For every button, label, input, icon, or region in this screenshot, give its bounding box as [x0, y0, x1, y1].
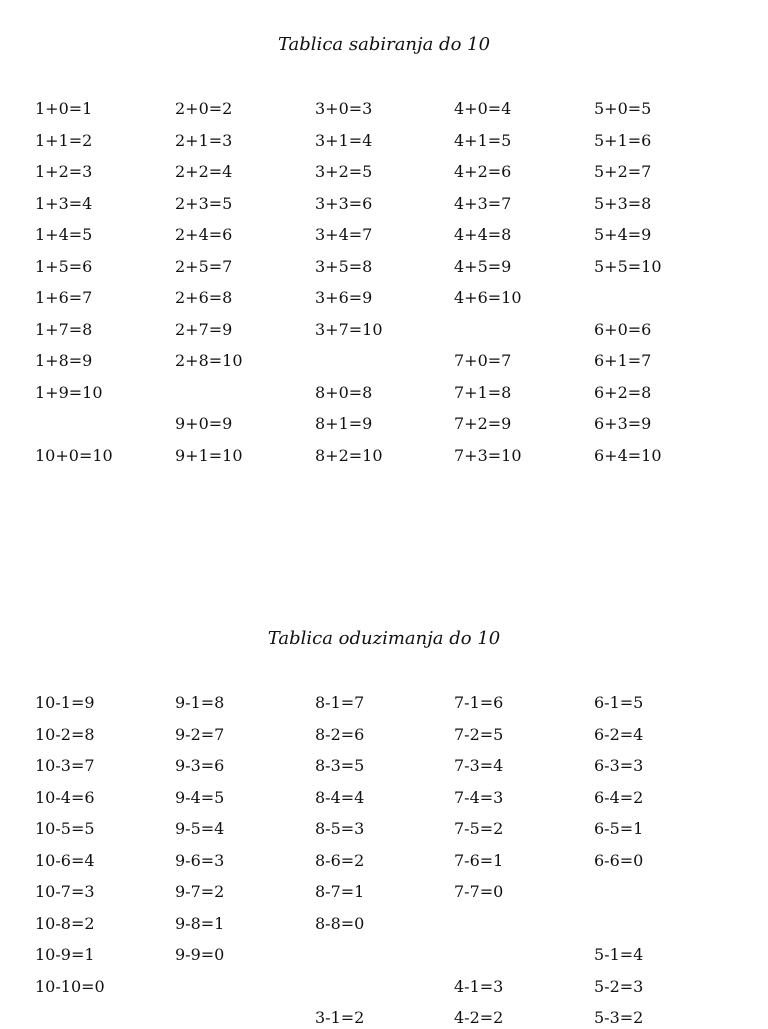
- equation: 1+0=1: [35, 99, 93, 118]
- equation: 1+7=8: [35, 319, 93, 339]
- equation: 1+2=3: [35, 162, 93, 181]
- equation: 4+3=7: [454, 193, 512, 213]
- equation: 3+1=4: [315, 130, 373, 150]
- subtraction-table-title: Tablica oduzimanja do 10: [267, 628, 501, 649]
- equation: 9+1=10: [175, 445, 243, 465]
- equation: 4+5=9: [454, 256, 512, 276]
- equation: 9-7=2: [175, 882, 225, 901]
- equation: 9-5=4: [175, 819, 225, 838]
- equation: 4+6=10: [454, 288, 522, 307]
- equation: 5+2=7: [594, 162, 652, 181]
- equation: 8-8=0: [315, 913, 365, 933]
- equation: 5+0=5: [594, 99, 652, 118]
- equation: 8-3=5: [315, 756, 365, 775]
- equation: 8-6=2: [315, 850, 365, 870]
- equation: 5-1=4: [594, 945, 644, 964]
- equation: 1+6=7: [35, 288, 93, 307]
- addition-table-title: Tablica sabiranja do 10: [277, 34, 491, 55]
- equation: 6-3=3: [594, 756, 644, 775]
- equation: 10-1=9: [35, 693, 95, 712]
- equation: 2+6=8: [175, 288, 233, 307]
- equation: 3+6=9: [315, 288, 373, 307]
- equation: 9-9=0: [175, 945, 225, 964]
- equation: 5-3=2: [594, 1008, 644, 1027]
- equation: 8-7=1: [315, 882, 365, 901]
- equation: 4+1=5: [454, 130, 512, 150]
- equation: 1+4=5: [35, 225, 93, 244]
- equation: 2+3=5: [175, 193, 233, 213]
- equation: 6+0=6: [594, 319, 652, 339]
- equation: 5+4=9: [594, 225, 652, 244]
- equation: 9+0=9: [175, 414, 233, 433]
- equation: 7-6=1: [454, 850, 504, 870]
- equation: 4-1=3: [454, 976, 504, 996]
- equation: 10-2=8: [35, 724, 95, 744]
- equation: 10-9=1: [35, 945, 95, 964]
- equation: 3+2=5: [315, 162, 373, 181]
- equation: 10-6=4: [35, 850, 95, 870]
- equation: 2+7=9: [175, 319, 233, 339]
- equation: 10-7=3: [35, 882, 95, 901]
- equation: 5-2=3: [594, 976, 644, 996]
- equation: 7+1=8: [454, 382, 512, 402]
- equation: 4-2=2: [454, 1008, 504, 1027]
- equation: 3+5=8: [315, 256, 373, 276]
- equation: 9-8=1: [175, 913, 225, 933]
- equation: 1+5=6: [35, 256, 93, 276]
- equation: 8+0=8: [315, 382, 373, 402]
- equation: 6-6=0: [594, 850, 644, 870]
- equation: 7-3=4: [454, 756, 504, 775]
- equation: 3+7=10: [315, 319, 383, 339]
- equation: 9-6=3: [175, 850, 225, 870]
- equation: 7+2=9: [454, 414, 512, 433]
- equation: 10-5=5: [35, 819, 95, 838]
- equation: 8+1=9: [315, 414, 373, 433]
- equation: 8+2=10: [315, 445, 383, 465]
- equation: 6-4=2: [594, 787, 644, 807]
- equation: 5+5=10: [594, 256, 662, 276]
- equation: 8-2=6: [315, 724, 365, 744]
- equation: 10-8=2: [35, 913, 95, 933]
- equation: 7-4=3: [454, 787, 504, 807]
- equation: 3+4=7: [315, 225, 373, 244]
- equation: 10-10=0: [35, 976, 105, 996]
- equation: 8-5=3: [315, 819, 365, 838]
- equation: 4+2=6: [454, 162, 512, 181]
- equation: 1+8=9: [35, 351, 93, 370]
- equation: 2+2=4: [175, 162, 233, 181]
- equation: 5+1=6: [594, 130, 652, 150]
- equation: 1+9=10: [35, 382, 103, 402]
- equation: 7-5=2: [454, 819, 504, 838]
- equation: 9-3=6: [175, 756, 225, 775]
- equation: 3-1=2: [315, 1008, 365, 1027]
- equation: 5+3=8: [594, 193, 652, 213]
- equation: 7+0=7: [454, 351, 512, 370]
- equation: 6+2=8: [594, 382, 652, 402]
- equation: 3+3=6: [315, 193, 373, 213]
- equation: 4+0=4: [454, 99, 512, 118]
- equation: 9-1=8: [175, 693, 225, 712]
- equation: 10+0=10: [35, 445, 113, 465]
- equation: 7+3=10: [454, 445, 522, 465]
- equation: 1+1=2: [35, 130, 93, 150]
- equation: 7-1=6: [454, 693, 504, 712]
- equation: 9-2=7: [175, 724, 225, 744]
- equation: 6-2=4: [594, 724, 644, 744]
- equation: 7-2=5: [454, 724, 504, 744]
- equation: 10-4=6: [35, 787, 95, 807]
- equation: 3+0=3: [315, 99, 373, 118]
- equation: 2+0=2: [175, 99, 233, 118]
- equation: 8-4=4: [315, 787, 365, 807]
- equation: 6+3=9: [594, 414, 652, 433]
- equation: 10-3=7: [35, 756, 95, 775]
- equation: 1+3=4: [35, 193, 93, 213]
- equation: 6-1=5: [594, 693, 644, 712]
- equation: 9-4=5: [175, 787, 225, 807]
- equation: 2+5=7: [175, 256, 233, 276]
- equation: 2+1=3: [175, 130, 233, 150]
- equation: 6-5=1: [594, 819, 644, 838]
- equation: 8-1=7: [315, 693, 365, 712]
- equation: 2+4=6: [175, 225, 233, 244]
- equation: 6+1=7: [594, 351, 652, 370]
- equation: 4+4=8: [454, 225, 512, 244]
- equation: 2+8=10: [175, 351, 243, 370]
- equation: 6+4=10: [594, 445, 662, 465]
- equation: 7-7=0: [454, 882, 504, 901]
